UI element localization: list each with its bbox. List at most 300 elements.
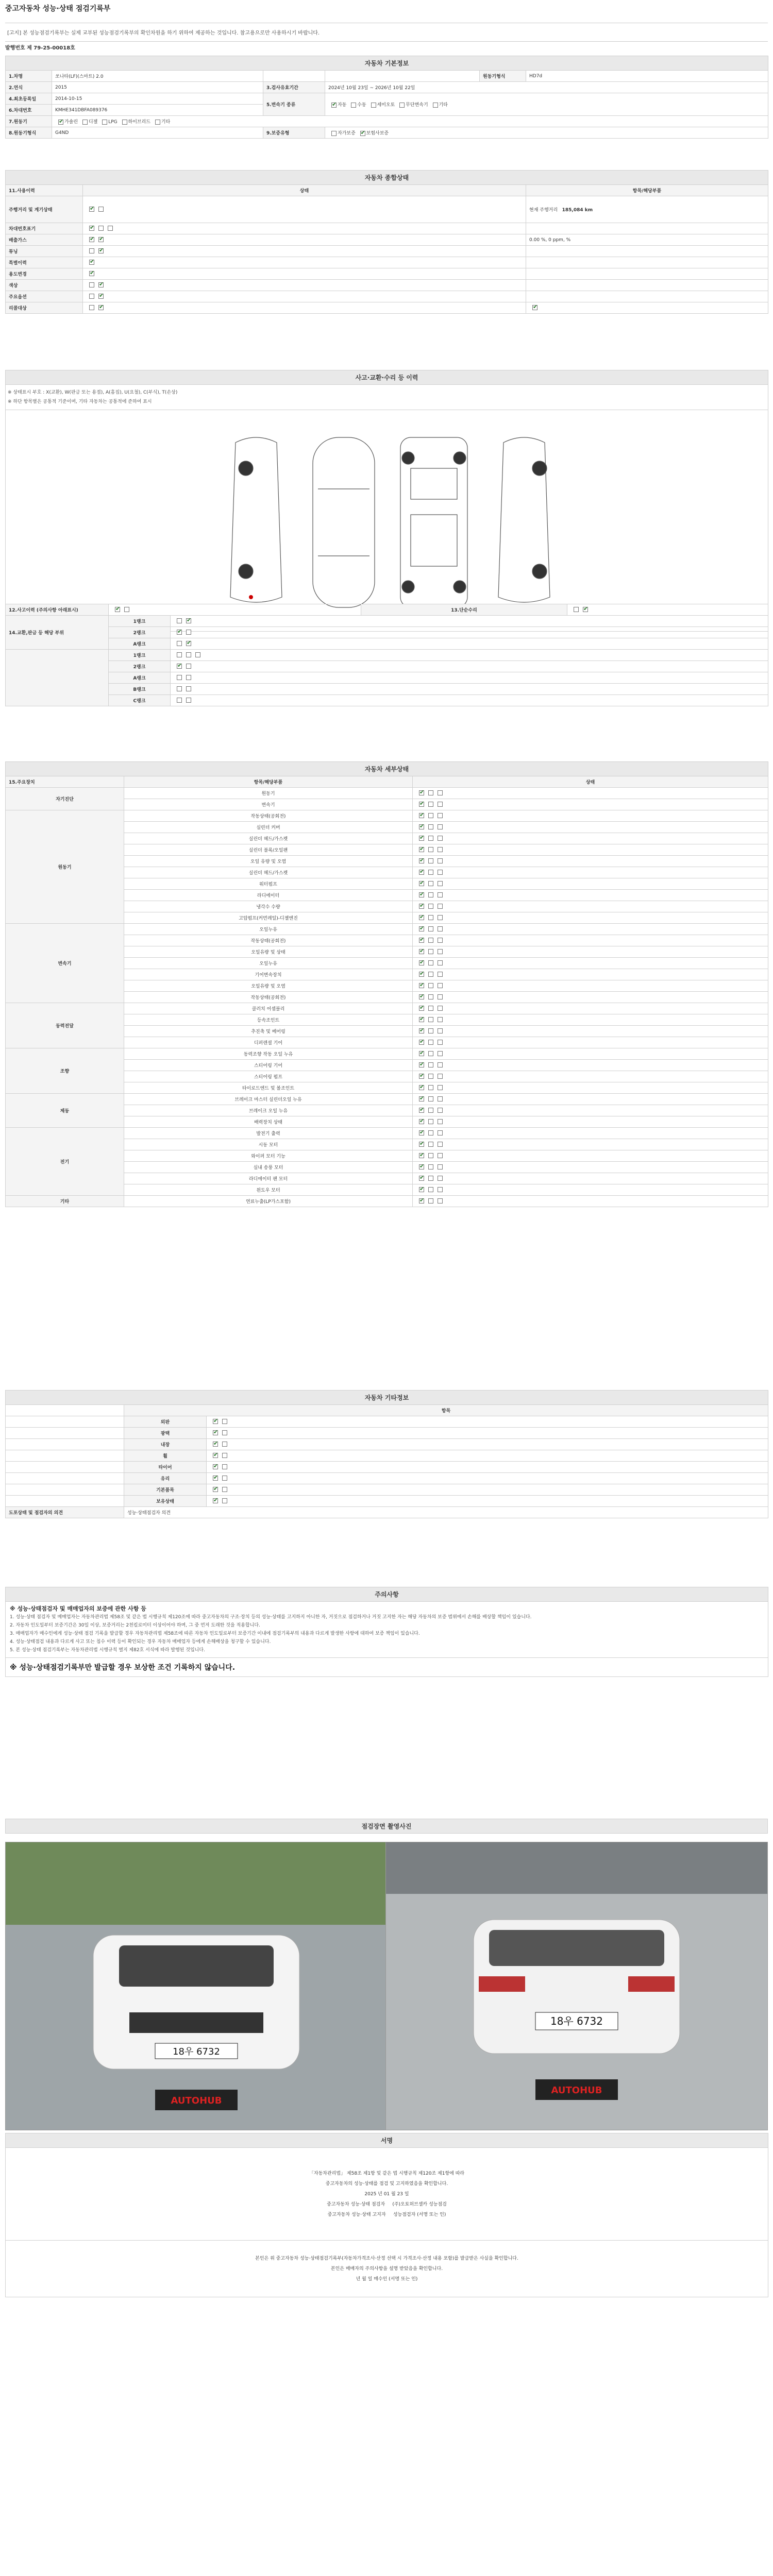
checkbox[interactable]	[438, 1187, 443, 1192]
checkbox[interactable]	[428, 904, 433, 909]
checkbox[interactable]	[177, 698, 182, 703]
checkbox[interactable]	[438, 870, 443, 875]
checkbox[interactable]	[89, 260, 94, 265]
checkbox[interactable]	[351, 103, 356, 108]
other-row	[6, 1462, 768, 1473]
checkbox[interactable]	[89, 282, 94, 287]
other-item-label: 타이어	[124, 1462, 207, 1473]
checkbox[interactable]	[433, 103, 438, 108]
checkbox[interactable]	[428, 1153, 433, 1158]
checkbox[interactable]	[419, 1006, 424, 1011]
column-header: 15.주요장치	[6, 776, 124, 788]
checkbox[interactable]	[186, 641, 191, 646]
checkbox[interactable]	[532, 305, 537, 310]
column-header: 상태	[413, 776, 768, 788]
detail-item-label: 냉각수 수량	[124, 901, 413, 912]
row-label: 용도변경	[6, 268, 83, 280]
checkbox[interactable]	[428, 1051, 433, 1056]
other-row	[6, 1450, 768, 1462]
checkbox[interactable]	[438, 813, 443, 818]
checkbox[interactable]	[186, 675, 191, 680]
checkbox[interactable]	[177, 618, 182, 623]
checkbox[interactable]	[98, 248, 104, 253]
checkbox[interactable]	[438, 824, 443, 829]
checkbox[interactable]	[419, 1085, 424, 1090]
checkbox[interactable]	[360, 131, 365, 136]
checkbox[interactable]	[428, 802, 433, 807]
detail-item-label: 실린더 헤드/가스켓	[124, 867, 413, 878]
checkbox[interactable]	[428, 858, 433, 863]
detail-item-label: 워터펌프	[124, 878, 413, 890]
checkbox[interactable]	[419, 926, 424, 931]
checkbox[interactable]	[195, 652, 200, 657]
checkbox[interactable]	[428, 1062, 433, 1067]
checkbox[interactable]	[419, 1108, 424, 1113]
detail-group-label: 동력전달	[6, 1003, 124, 1048]
signature-body: 「자동차관리법」 제58조 제1항 및 같은 법 시행규칙 제120조 제1항에 따라 중고자동차의 성능·상태를 점검 및 고지하였음을 확인합니다. 2025 년 01 월 23 일 중고자동차 성능·상태 점검자 (주)오토허브셀카 성능점검 중고자동차 성능·상태 고지자 성능점검자 (서명 또는 인)	[6, 2148, 768, 2241]
checkbox[interactable]	[419, 813, 424, 818]
checkbox[interactable]	[419, 983, 424, 988]
detail-item-label: 실린더 커버	[124, 822, 413, 833]
summary-table	[5, 170, 768, 314]
other-status	[207, 1416, 768, 1428]
field-label: 1.차명	[6, 71, 52, 82]
checkbox[interactable]	[428, 1006, 433, 1011]
notes-line: 5. 본 성능·상태 점검기록부는 자동차관리법 시행규칙 별지 제82호 서식에 따라 발행된 것입니다.	[10, 1648, 205, 1653]
detail-status	[413, 1150, 768, 1162]
detail-item-label: 클러치 어셈블리	[124, 1003, 413, 1014]
detail-item-label: 라디에이터	[124, 890, 413, 901]
checkbox[interactable]	[438, 836, 443, 841]
section-notes: 주의사항	[6, 1587, 768, 1602]
checkbox[interactable]	[331, 103, 337, 108]
car-diagram	[6, 410, 768, 632]
checkbox[interactable]	[428, 881, 433, 886]
checkbox[interactable]	[213, 1464, 218, 1469]
field-value: 2024년 10월 23일 ~ 2026년 10월 22일	[325, 82, 768, 93]
checkbox[interactable]	[115, 607, 120, 612]
banner-text: AUTOHUB	[551, 2085, 602, 2096]
checkbox[interactable]	[419, 1074, 424, 1079]
checkbox[interactable]	[428, 960, 433, 965]
checkbox[interactable]	[438, 790, 443, 795]
detail-row	[6, 1003, 768, 1014]
checkbox[interactable]	[438, 1198, 443, 1204]
checkbox[interactable]	[438, 1074, 443, 1079]
checkbox[interactable]	[89, 226, 94, 231]
checkbox[interactable]	[108, 226, 113, 231]
checkbox[interactable]	[428, 1198, 433, 1204]
notes-table	[5, 1587, 768, 1677]
checkbox[interactable]	[583, 607, 588, 612]
fuel-options: ✔ 가솔린 디젤 LPG 하이브리드 기타	[52, 116, 768, 127]
detail-status	[413, 946, 768, 958]
detail-item-label: 시동 모터	[124, 1139, 413, 1150]
detail-item-label: 배력장치 상태	[124, 1116, 413, 1128]
checkbox[interactable]	[438, 1164, 443, 1170]
checkbox[interactable]	[419, 870, 424, 875]
checkbox[interactable]	[213, 1453, 218, 1458]
section-photos: 점검장면 촬영사진	[6, 1819, 768, 1834]
other-item-label: 보유상태	[124, 1496, 207, 1507]
checkbox[interactable]	[122, 120, 127, 125]
checkbox[interactable]	[428, 1119, 433, 1124]
checkbox[interactable]	[419, 1153, 424, 1158]
checkbox[interactable]	[438, 1062, 443, 1067]
checkbox[interactable]	[438, 926, 443, 931]
checkbox[interactable]	[438, 1051, 443, 1056]
checkbox[interactable]	[213, 1430, 218, 1435]
checkbox[interactable]	[419, 836, 424, 841]
checkbox[interactable]	[428, 1142, 433, 1147]
checkbox[interactable]	[82, 120, 88, 125]
checkbox[interactable]	[419, 1062, 424, 1067]
checkbox[interactable]	[177, 686, 182, 691]
detail-item-label: 고압펌프(커먼레일)-디젤엔진	[124, 912, 413, 924]
checkbox[interactable]	[222, 1430, 227, 1435]
checkbox[interactable]	[186, 618, 191, 623]
checkbox[interactable]	[438, 1142, 443, 1147]
other-item-label: 광택	[124, 1428, 207, 1439]
detail-item-label: 실내 송풍 모터	[124, 1162, 413, 1173]
checkbox[interactable]	[428, 1096, 433, 1101]
section-basic-info: 자동차 기본정보	[6, 56, 768, 71]
detail-item-label: 와이퍼 모터 기능	[124, 1150, 413, 1162]
checkbox[interactable]	[428, 938, 433, 943]
checkbox[interactable]	[177, 652, 182, 657]
checkbox[interactable]	[213, 1498, 218, 1503]
section-summary: 자동차 종합상태	[6, 171, 768, 185]
detail-status	[413, 833, 768, 844]
checkbox[interactable]	[419, 858, 424, 863]
other-status	[207, 1428, 768, 1439]
detail-item-label: 스티어링 펌프	[124, 1071, 413, 1082]
other-status	[207, 1462, 768, 1473]
checkbox[interactable]	[419, 1164, 424, 1170]
checkbox[interactable]	[428, 1074, 433, 1079]
detail-status	[413, 1116, 768, 1128]
checkbox[interactable]	[177, 641, 182, 646]
checkbox[interactable]	[419, 1198, 424, 1204]
checkbox[interactable]	[98, 294, 104, 299]
checkbox[interactable]	[98, 237, 104, 242]
checkbox[interactable]	[419, 790, 424, 795]
checkbox[interactable]	[419, 1176, 424, 1181]
checkbox[interactable]	[428, 1164, 433, 1170]
checkbox[interactable]	[419, 960, 424, 965]
checkbox[interactable]	[438, 1119, 443, 1124]
section-signature: 서명	[6, 2133, 768, 2148]
checkbox[interactable]	[222, 1487, 227, 1492]
detail-status	[413, 980, 768, 992]
detail-status	[413, 935, 768, 946]
document-number: 발행번호 제 79-25-00018호	[5, 45, 75, 51]
section-other: 자동차 기타정보	[6, 1391, 768, 1405]
detail-item-label: 브레이크 마스터 실린더오일 누유	[124, 1094, 413, 1105]
detail-status	[413, 901, 768, 912]
checkbox[interactable]	[419, 1142, 424, 1147]
checkbox[interactable]	[428, 926, 433, 931]
checkbox[interactable]	[438, 847, 443, 852]
detail-row	[6, 1196, 768, 1207]
other-row	[6, 1496, 768, 1507]
column-header: 항목/해당부품	[124, 776, 413, 788]
checkbox[interactable]	[222, 1464, 227, 1469]
detail-status	[413, 867, 768, 878]
field-value: KMHE341DBFA089376	[52, 105, 263, 116]
detail-status	[413, 912, 768, 924]
detail-status	[413, 788, 768, 799]
checkbox[interactable]	[438, 1017, 443, 1022]
damage-legend: ※ 상태표시 부호 : X(교환), W(판금 또는 용접), A(흠집), U(요철), C(부식), T(손상) ※ 하단 항목별은 공통적 기준이며, 기타 자동차는 공통적에 준하여 표시	[6, 385, 768, 410]
checkbox[interactable]	[177, 664, 182, 669]
checkbox[interactable]	[213, 1487, 218, 1492]
mileage-cell: 현재 주행거리 185,084 km	[526, 196, 768, 223]
checkbox[interactable]	[428, 1187, 433, 1192]
checkbox[interactable]	[419, 1096, 424, 1101]
detail-status	[413, 1162, 768, 1173]
checkbox[interactable]	[428, 1176, 433, 1181]
detail-group-label: 기타	[6, 1196, 124, 1207]
checkbox[interactable]	[371, 103, 376, 108]
checkbox[interactable]	[124, 607, 129, 612]
checkbox[interactable]	[428, 813, 433, 818]
checkbox[interactable]	[89, 305, 94, 310]
checkbox[interactable]	[419, 1040, 424, 1045]
detail-status	[413, 1048, 768, 1060]
checkbox[interactable]	[419, 949, 424, 954]
checkbox[interactable]	[428, 824, 433, 829]
checkbox[interactable]	[98, 226, 104, 231]
detail-item-label: 작동상태(공회전)	[124, 935, 413, 946]
notice-banner: [고지] 본 성능점검기록부는 실제 교부된 성능점검기록부의 확인차원을 하기 위하여 제공하는 것입니다. 참고용으로만 사용하시기 바랍니다.	[5, 23, 768, 42]
checkbox[interactable]	[438, 994, 443, 999]
checkbox[interactable]	[331, 131, 337, 136]
checkbox[interactable]	[438, 1040, 443, 1045]
detail-status	[413, 1139, 768, 1150]
checkbox[interactable]	[428, 1017, 433, 1022]
detail-row	[6, 1128, 768, 1139]
repair-label: 13.단순수리	[361, 604, 567, 616]
checkbox[interactable]	[58, 120, 63, 125]
checkbox[interactable]	[428, 1108, 433, 1113]
checkbox[interactable]	[419, 824, 424, 829]
checkbox[interactable]	[428, 836, 433, 841]
detail-item-label: 작동상태(공회전)	[124, 992, 413, 1003]
detail-status	[413, 810, 768, 822]
detail-status	[413, 1071, 768, 1082]
checkbox[interactable]	[186, 686, 191, 691]
field-label: 8.원동기형식	[6, 127, 52, 139]
detail-status	[413, 1060, 768, 1071]
checkbox[interactable]	[419, 915, 424, 920]
other-info-table	[5, 1390, 768, 1518]
checkbox[interactable]	[438, 938, 443, 943]
checkbox[interactable]	[419, 1028, 424, 1033]
column-header: 항목	[124, 1405, 768, 1416]
checkbox[interactable]	[186, 664, 191, 669]
detail-item-label: 연료누출(LP가스포함)	[124, 1196, 413, 1207]
notes-warning: ※ 성능·상태점검자 및 매매업자의 보증에 관한 사항 등	[10, 1605, 146, 1612]
notes-line: 3. 매매업자가 매수인에게 성능·상태 점검 기록을 발급할 경우 자동차관리법 제58조에 따른 자동차 인도일로부터 보증기간 이내에 점검기록부의 내용과 다르게 발생한 사항에 대하여 보증 책임이 있습니다.	[10, 1631, 420, 1636]
checkbox[interactable]	[428, 790, 433, 795]
checkbox[interactable]	[222, 1419, 227, 1424]
detail-status	[413, 844, 768, 856]
damage-table	[5, 370, 768, 632]
inspection-photo-front	[5, 1842, 388, 2130]
notes-line: 4. 성능·상태점검 내용과 다르게 사고 또는 침수 이력 등이 확인되는 경우 자동차 매매업자 등에게 손해배상을 청구할 수 있습니다.	[10, 1639, 271, 1645]
checkbox[interactable]	[419, 1051, 424, 1056]
checkbox[interactable]	[438, 983, 443, 988]
detail-status	[413, 924, 768, 935]
checkbox[interactable]	[186, 652, 191, 657]
checkbox[interactable]	[428, 847, 433, 852]
checkbox[interactable]	[438, 802, 443, 807]
detail-item-label: 원동기	[124, 788, 413, 799]
checkbox[interactable]	[438, 972, 443, 977]
notes-big-warning: ※ 성능·상태점검기록부만 발급할 경우 보상한 조건 기록하지 않습니다.	[6, 1658, 768, 1677]
checkbox[interactable]	[399, 103, 405, 108]
price-value: 성능·상태점검자 의견	[124, 1507, 768, 1518]
detail-status	[413, 1003, 768, 1014]
other-row	[6, 1439, 768, 1450]
field-label: 9.보증유형	[263, 127, 325, 139]
checkbox[interactable]	[438, 858, 443, 863]
checkbox[interactable]	[222, 1498, 227, 1503]
checkbox[interactable]	[428, 972, 433, 977]
checkbox[interactable]	[98, 305, 104, 310]
inspection-photo-rear	[385, 1842, 768, 2130]
checkbox[interactable]	[438, 960, 443, 965]
checkbox[interactable]	[419, 972, 424, 977]
checkbox[interactable]	[574, 607, 579, 612]
checkbox[interactable]	[222, 1442, 227, 1447]
other-status	[207, 1450, 768, 1462]
checkbox[interactable]	[428, 1040, 433, 1045]
transmission-options: ✔ 자동 수동 세미오토 무단변속기 기타	[325, 93, 768, 116]
checkbox[interactable]	[89, 237, 94, 242]
detail-status	[413, 890, 768, 901]
checkbox[interactable]	[222, 1453, 227, 1458]
checkbox[interactable]	[438, 1176, 443, 1181]
detail-item-label: 오일유량 및 상태	[124, 946, 413, 958]
checkbox[interactable]	[438, 881, 443, 886]
checkbox[interactable]	[438, 1096, 443, 1101]
detail-row	[6, 1048, 768, 1060]
detail-status	[413, 1196, 768, 1207]
banner-text: AUTOHUB	[171, 2095, 222, 2106]
other-status	[207, 1484, 768, 1496]
checkbox[interactable]	[419, 938, 424, 943]
checkbox[interactable]	[438, 1028, 443, 1033]
detail-status	[413, 822, 768, 833]
price-label: 도포상태 및 점검자의 의견	[6, 1507, 124, 1518]
checkbox[interactable]	[428, 1130, 433, 1136]
checkbox[interactable]	[155, 120, 160, 125]
checkbox[interactable]	[419, 1119, 424, 1124]
field-label: 5.변속기 종류	[263, 93, 325, 116]
checkbox[interactable]	[89, 271, 94, 276]
column-header: 11.사용이력	[6, 185, 83, 196]
checkbox[interactable]	[428, 892, 433, 897]
checkbox[interactable]	[213, 1419, 218, 1424]
checkbox[interactable]	[438, 949, 443, 954]
checkbox[interactable]	[428, 949, 433, 954]
detail-table	[5, 761, 768, 1207]
detail-item-label: 오일유량 및 오염	[124, 980, 413, 992]
checkbox[interactable]	[89, 248, 94, 253]
notes-body	[6, 1602, 768, 1658]
detail-status	[413, 958, 768, 969]
detail-status	[413, 1037, 768, 1048]
notes-line: 1. 성능·상태 점검자 및 매매업자는 자동차관리법 제58조 및 같은 법 시행규칙 제120조에 따라 중고자동차의 구조·장치 등의 성능·상태를 고지하지 아니한 자, 거짓으로 점검하거나 거짓 고지한 자는 해당 자동차의 보증 범위에서 손해를 배상할 책임이 있습니다.	[10, 1615, 532, 1620]
checkbox[interactable]	[222, 1476, 227, 1481]
checkbox[interactable]	[419, 994, 424, 999]
checkbox[interactable]	[438, 1006, 443, 1011]
checkbox[interactable]	[419, 904, 424, 909]
checkbox[interactable]	[89, 207, 94, 212]
checkbox[interactable]	[419, 802, 424, 807]
checkbox[interactable]	[419, 892, 424, 897]
checkbox[interactable]	[177, 675, 182, 680]
checkbox[interactable]	[438, 1130, 443, 1136]
warranty-options: 자가보증 ✔ 보험사보증	[325, 127, 768, 139]
row-label: 차대번호표기	[6, 223, 83, 234]
other-row	[6, 1473, 768, 1484]
checkbox[interactable]	[177, 630, 182, 635]
checkbox[interactable]	[419, 1187, 424, 1192]
emission-value: 0.00 %, 0 ppm, %	[526, 234, 768, 246]
checkbox[interactable]	[438, 1108, 443, 1113]
checkbox[interactable]	[213, 1442, 218, 1447]
checkbox[interactable]	[102, 120, 107, 125]
basic-info-table	[5, 56, 768, 139]
detail-row	[6, 810, 768, 822]
checkbox[interactable]	[438, 904, 443, 909]
checkbox[interactable]	[438, 1085, 443, 1090]
checkbox[interactable]	[428, 915, 433, 920]
row-label: 특별이력	[6, 257, 83, 268]
checkbox[interactable]	[438, 915, 443, 920]
checkbox[interactable]	[428, 870, 433, 875]
checkbox[interactable]	[89, 294, 94, 299]
detail-item-label: 등속조인트	[124, 1014, 413, 1026]
detail-status	[413, 1184, 768, 1196]
detail-group-label: 조향	[6, 1048, 124, 1094]
checkbox[interactable]	[428, 1085, 433, 1090]
checkbox[interactable]	[438, 892, 443, 897]
checkbox[interactable]	[428, 1028, 433, 1033]
checkbox[interactable]	[186, 630, 191, 635]
checkbox[interactable]	[419, 1017, 424, 1022]
detail-status	[413, 1128, 768, 1139]
other-item-label: 외판	[124, 1416, 207, 1428]
checkbox[interactable]	[419, 847, 424, 852]
checkbox[interactable]	[419, 881, 424, 886]
checkbox[interactable]	[98, 282, 104, 287]
checkbox[interactable]	[419, 1130, 424, 1136]
detail-item-label: 디퍼렌셜 기어	[124, 1037, 413, 1048]
checkbox[interactable]	[428, 994, 433, 999]
checkbox[interactable]	[186, 698, 191, 703]
section-detail: 자동차 세부상태	[6, 762, 768, 776]
checkbox[interactable]	[438, 1153, 443, 1158]
checkbox[interactable]	[98, 207, 104, 212]
checkbox[interactable]	[213, 1476, 218, 1481]
detail-status	[413, 1082, 768, 1094]
checkbox[interactable]	[428, 983, 433, 988]
detail-status	[413, 1014, 768, 1026]
